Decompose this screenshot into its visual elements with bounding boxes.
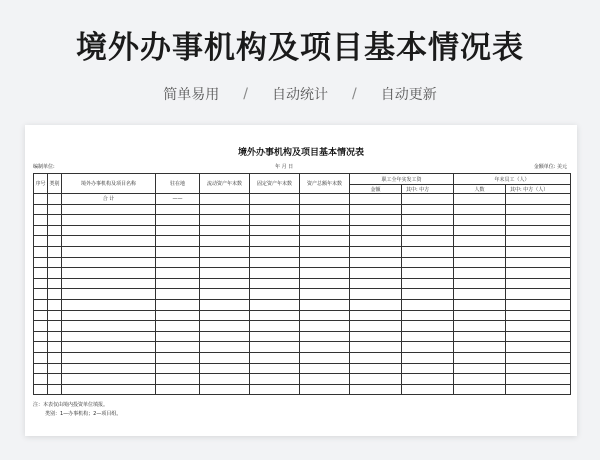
table-cell bbox=[34, 352, 48, 363]
table-cell bbox=[62, 310, 156, 321]
table-cell bbox=[506, 268, 571, 279]
table-cell bbox=[62, 225, 156, 236]
table-cell bbox=[156, 331, 200, 342]
header-seq: 序号 bbox=[34, 174, 48, 194]
feature-list bbox=[0, 84, 600, 104]
table-cell bbox=[250, 374, 300, 385]
table-cell bbox=[454, 204, 506, 215]
table-cell bbox=[350, 268, 402, 279]
table-cell bbox=[506, 289, 571, 300]
header-wages-amount: 金额 bbox=[350, 185, 402, 194]
table-cell bbox=[62, 278, 156, 289]
table-cell bbox=[402, 194, 454, 205]
table-cell bbox=[34, 194, 48, 205]
table-cell bbox=[200, 268, 250, 279]
table-cell bbox=[200, 331, 250, 342]
table-cell bbox=[454, 215, 506, 226]
table-cell bbox=[200, 374, 250, 385]
table-cell bbox=[48, 257, 62, 268]
total-location: —— bbox=[156, 194, 200, 205]
table-cell bbox=[350, 352, 402, 363]
header-wages-chinese: 其中: 中方 bbox=[402, 185, 454, 194]
feature-auto-update: 自动更新 bbox=[380, 87, 437, 103]
table-cell bbox=[48, 225, 62, 236]
table-cell bbox=[506, 352, 571, 363]
table-cell bbox=[156, 278, 200, 289]
table-cell bbox=[48, 331, 62, 342]
table-cell bbox=[34, 363, 48, 374]
header-location: 驻在地 bbox=[156, 174, 200, 194]
date-label: 年 月 日 bbox=[275, 164, 294, 170]
table-cell bbox=[506, 342, 571, 353]
table-cell bbox=[156, 257, 200, 268]
table-cell bbox=[250, 321, 300, 332]
table-cell bbox=[34, 246, 48, 257]
table-cell bbox=[200, 236, 250, 247]
header-current-assets: 流动资产年末数 bbox=[200, 174, 250, 194]
table-cell bbox=[200, 321, 250, 332]
prepared-by-label: 编制单位: bbox=[33, 164, 55, 170]
table-cell bbox=[200, 342, 250, 353]
page-title: 境外办事机构及项目基本情况表 bbox=[76, 30, 524, 66]
table-cell bbox=[350, 384, 402, 395]
table-row bbox=[34, 384, 571, 395]
table-cell bbox=[454, 289, 506, 300]
table-cell bbox=[402, 204, 454, 215]
table-cell bbox=[250, 246, 300, 257]
table-cell bbox=[48, 246, 62, 257]
table-cell bbox=[200, 215, 250, 226]
table-cell bbox=[402, 310, 454, 321]
table-cell bbox=[402, 342, 454, 353]
table-cell bbox=[300, 246, 350, 257]
table-cell bbox=[48, 215, 62, 226]
note-line: 注：本表仅由境内投资单位填报。 bbox=[33, 402, 109, 408]
table-cell bbox=[34, 299, 48, 310]
table-cell bbox=[200, 352, 250, 363]
table-cell bbox=[250, 225, 300, 236]
table-cell bbox=[250, 331, 300, 342]
table-cell bbox=[506, 310, 571, 321]
table-cell bbox=[454, 225, 506, 236]
table-cell bbox=[156, 384, 200, 395]
table-cell bbox=[250, 342, 300, 353]
table-cell bbox=[350, 331, 402, 342]
table-cell bbox=[34, 204, 48, 215]
table-cell bbox=[34, 278, 48, 289]
table-cell bbox=[62, 352, 156, 363]
table-cell bbox=[250, 257, 300, 268]
table-cell bbox=[300, 225, 350, 236]
table-cell bbox=[506, 236, 571, 247]
table-cell bbox=[250, 352, 300, 363]
table-cell bbox=[454, 331, 506, 342]
separator: / bbox=[243, 86, 248, 102]
table-cell bbox=[200, 204, 250, 215]
table-cell bbox=[48, 363, 62, 374]
table-row bbox=[34, 278, 571, 289]
table-cell bbox=[200, 384, 250, 395]
table-row bbox=[34, 331, 571, 342]
table-cell bbox=[506, 194, 571, 205]
table-cell bbox=[48, 268, 62, 279]
table-cell bbox=[454, 268, 506, 279]
table-cell bbox=[156, 299, 200, 310]
table-cell bbox=[250, 363, 300, 374]
table-cell bbox=[156, 352, 200, 363]
table-cell bbox=[34, 268, 48, 279]
currency-unit-label: 金额单位: 美元 bbox=[533, 164, 567, 170]
table-cell bbox=[34, 331, 48, 342]
table-cell bbox=[34, 342, 48, 353]
table-cell bbox=[402, 331, 454, 342]
header-name: 境外办事机构及项目名称 bbox=[62, 174, 156, 194]
table-row bbox=[34, 321, 571, 332]
table-cell bbox=[300, 310, 350, 321]
table-cell bbox=[506, 215, 571, 226]
table-cell bbox=[300, 352, 350, 363]
table-cell bbox=[350, 321, 402, 332]
table-cell bbox=[200, 194, 250, 205]
table-cell bbox=[48, 310, 62, 321]
total-label: 合 计 bbox=[62, 194, 156, 205]
table-cell bbox=[48, 236, 62, 247]
table-cell bbox=[454, 257, 506, 268]
table-cell bbox=[156, 321, 200, 332]
table-cell bbox=[350, 194, 402, 205]
table-cell bbox=[34, 289, 48, 300]
table-cell bbox=[156, 236, 200, 247]
table-cell bbox=[454, 363, 506, 374]
table-cell bbox=[350, 215, 402, 226]
table-cell bbox=[156, 342, 200, 353]
table-cell bbox=[62, 384, 156, 395]
table-cell bbox=[402, 257, 454, 268]
table-cell bbox=[48, 384, 62, 395]
table-cell bbox=[156, 374, 200, 385]
table-cell bbox=[454, 342, 506, 353]
header-staff-chinese: 其中: 中方（人） bbox=[506, 185, 571, 194]
table-cell bbox=[506, 363, 571, 374]
note-line: 类别：1—办事机构；2—项目组。 bbox=[45, 411, 122, 417]
table-row bbox=[34, 236, 571, 247]
table-cell bbox=[62, 374, 156, 385]
table-cell bbox=[200, 278, 250, 289]
table-cell bbox=[300, 363, 350, 374]
table-cell bbox=[350, 246, 402, 257]
table-cell bbox=[506, 374, 571, 385]
table-cell bbox=[350, 257, 402, 268]
table-cell bbox=[200, 299, 250, 310]
table-cell bbox=[62, 342, 156, 353]
table-row bbox=[34, 299, 571, 310]
table-cell bbox=[48, 289, 62, 300]
table-cell bbox=[300, 215, 350, 226]
header-wages-group: 职工全年实发工资 bbox=[350, 174, 454, 185]
table-cell bbox=[300, 204, 350, 215]
table-row bbox=[34, 352, 571, 363]
table-cell bbox=[200, 225, 250, 236]
data-table bbox=[33, 173, 571, 395]
table-cell bbox=[250, 299, 300, 310]
table-cell bbox=[48, 342, 62, 353]
table-cell bbox=[350, 374, 402, 385]
header-staff-count: 人数 bbox=[454, 185, 506, 194]
table-cell bbox=[200, 289, 250, 300]
table-cell bbox=[402, 299, 454, 310]
table-cell bbox=[34, 225, 48, 236]
document-title: 境外办事机构及项目基本情况表 bbox=[237, 148, 364, 158]
table-cell bbox=[506, 331, 571, 342]
table-cell bbox=[156, 268, 200, 279]
table-cell bbox=[34, 374, 48, 385]
table-cell bbox=[48, 278, 62, 289]
table-row bbox=[34, 310, 571, 321]
table-cell bbox=[300, 331, 350, 342]
table-cell bbox=[34, 384, 48, 395]
table-cell bbox=[402, 225, 454, 236]
table-cell bbox=[300, 289, 350, 300]
table-cell bbox=[62, 299, 156, 310]
table-cell bbox=[48, 374, 62, 385]
table-cell bbox=[34, 257, 48, 268]
table-cell bbox=[250, 215, 300, 226]
table-row bbox=[34, 374, 571, 385]
table-cell bbox=[300, 194, 350, 205]
table-cell bbox=[402, 352, 454, 363]
table-cell bbox=[506, 321, 571, 332]
table-cell bbox=[156, 289, 200, 300]
table-cell bbox=[454, 299, 506, 310]
feature-auto-stats: 自动统计 bbox=[272, 87, 328, 103]
table-cell bbox=[350, 289, 402, 300]
table-cell bbox=[454, 310, 506, 321]
table-cell bbox=[156, 225, 200, 236]
table-cell bbox=[62, 236, 156, 247]
table-cell bbox=[454, 236, 506, 247]
table-cell bbox=[48, 204, 62, 215]
table-cell bbox=[402, 289, 454, 300]
table-cell bbox=[48, 194, 62, 205]
table-cell bbox=[300, 236, 350, 247]
table-cell bbox=[156, 215, 200, 226]
table-cell bbox=[48, 352, 62, 363]
table-cell bbox=[300, 342, 350, 353]
table-cell bbox=[250, 278, 300, 289]
table-cell bbox=[62, 289, 156, 300]
table-cell bbox=[506, 246, 571, 257]
table-cell bbox=[454, 374, 506, 385]
table-cell bbox=[350, 278, 402, 289]
table-cell bbox=[300, 321, 350, 332]
table-cell bbox=[402, 278, 454, 289]
table-cell bbox=[402, 384, 454, 395]
table-cell bbox=[402, 268, 454, 279]
table-cell bbox=[506, 278, 571, 289]
table-cell bbox=[350, 225, 402, 236]
table-cell bbox=[48, 321, 62, 332]
table-cell bbox=[300, 278, 350, 289]
table-cell bbox=[200, 363, 250, 374]
table-cell bbox=[350, 363, 402, 374]
table-cell bbox=[62, 246, 156, 257]
table-cell bbox=[34, 310, 48, 321]
table-row bbox=[34, 225, 571, 236]
table-cell bbox=[402, 246, 454, 257]
table-cell bbox=[200, 257, 250, 268]
table-cell bbox=[200, 246, 250, 257]
table-cell bbox=[506, 225, 571, 236]
table-row bbox=[34, 289, 571, 300]
table-cell bbox=[454, 384, 506, 395]
header-staff-group: 年末员工（人） bbox=[454, 174, 571, 185]
table-cell bbox=[250, 268, 300, 279]
table-cell bbox=[62, 268, 156, 279]
table-cell bbox=[402, 321, 454, 332]
spreadsheet-preview bbox=[25, 125, 577, 436]
footnotes bbox=[33, 401, 121, 419]
table-cell bbox=[454, 194, 506, 205]
table-cell bbox=[350, 236, 402, 247]
table-cell bbox=[350, 310, 402, 321]
table-row bbox=[34, 257, 571, 268]
table-cell bbox=[300, 374, 350, 385]
table-cell bbox=[454, 278, 506, 289]
table-cell bbox=[250, 310, 300, 321]
table-cell bbox=[402, 374, 454, 385]
table-cell bbox=[34, 215, 48, 226]
table-row bbox=[34, 363, 571, 374]
table-cell bbox=[506, 384, 571, 395]
table-cell bbox=[62, 331, 156, 342]
table-row bbox=[34, 215, 571, 226]
table-row bbox=[34, 204, 571, 215]
header-fixed-assets: 固定资产年末数 bbox=[250, 174, 300, 194]
header-total-assets: 资产总额年末数 bbox=[300, 174, 350, 194]
table-cell bbox=[156, 204, 200, 215]
table-cell bbox=[454, 246, 506, 257]
table-cell bbox=[48, 299, 62, 310]
header-category: 类别 bbox=[48, 174, 62, 194]
table-cell bbox=[506, 299, 571, 310]
table-cell bbox=[506, 257, 571, 268]
table-cell bbox=[156, 363, 200, 374]
table-cell bbox=[200, 310, 250, 321]
table-cell bbox=[250, 204, 300, 215]
table-cell bbox=[62, 204, 156, 215]
table-cell bbox=[350, 299, 402, 310]
table-row bbox=[34, 342, 571, 353]
table-cell bbox=[250, 384, 300, 395]
table-cell bbox=[300, 257, 350, 268]
table-cell bbox=[402, 363, 454, 374]
table-cell bbox=[62, 321, 156, 332]
table-row bbox=[34, 268, 571, 279]
table-row bbox=[34, 246, 571, 257]
table-cell bbox=[300, 299, 350, 310]
feature-easy: 简单易用 bbox=[163, 87, 220, 103]
table-cell bbox=[454, 321, 506, 332]
table-cell bbox=[62, 257, 156, 268]
table-cell bbox=[250, 194, 300, 205]
table-cell bbox=[62, 215, 156, 226]
table-cell bbox=[350, 204, 402, 215]
table-cell bbox=[156, 246, 200, 257]
separator: / bbox=[352, 86, 357, 102]
total-row bbox=[34, 194, 571, 205]
table-cell bbox=[34, 321, 48, 332]
table-cell bbox=[402, 236, 454, 247]
table-cell bbox=[250, 236, 300, 247]
table-cell bbox=[62, 363, 156, 374]
table-cell bbox=[506, 204, 571, 215]
table-cell bbox=[350, 342, 402, 353]
table-cell bbox=[34, 236, 48, 247]
table-cell bbox=[454, 352, 506, 363]
table-cell bbox=[156, 310, 200, 321]
table-cell bbox=[300, 384, 350, 395]
table-cell bbox=[250, 289, 300, 300]
table-cell bbox=[300, 268, 350, 279]
table-cell bbox=[402, 215, 454, 226]
